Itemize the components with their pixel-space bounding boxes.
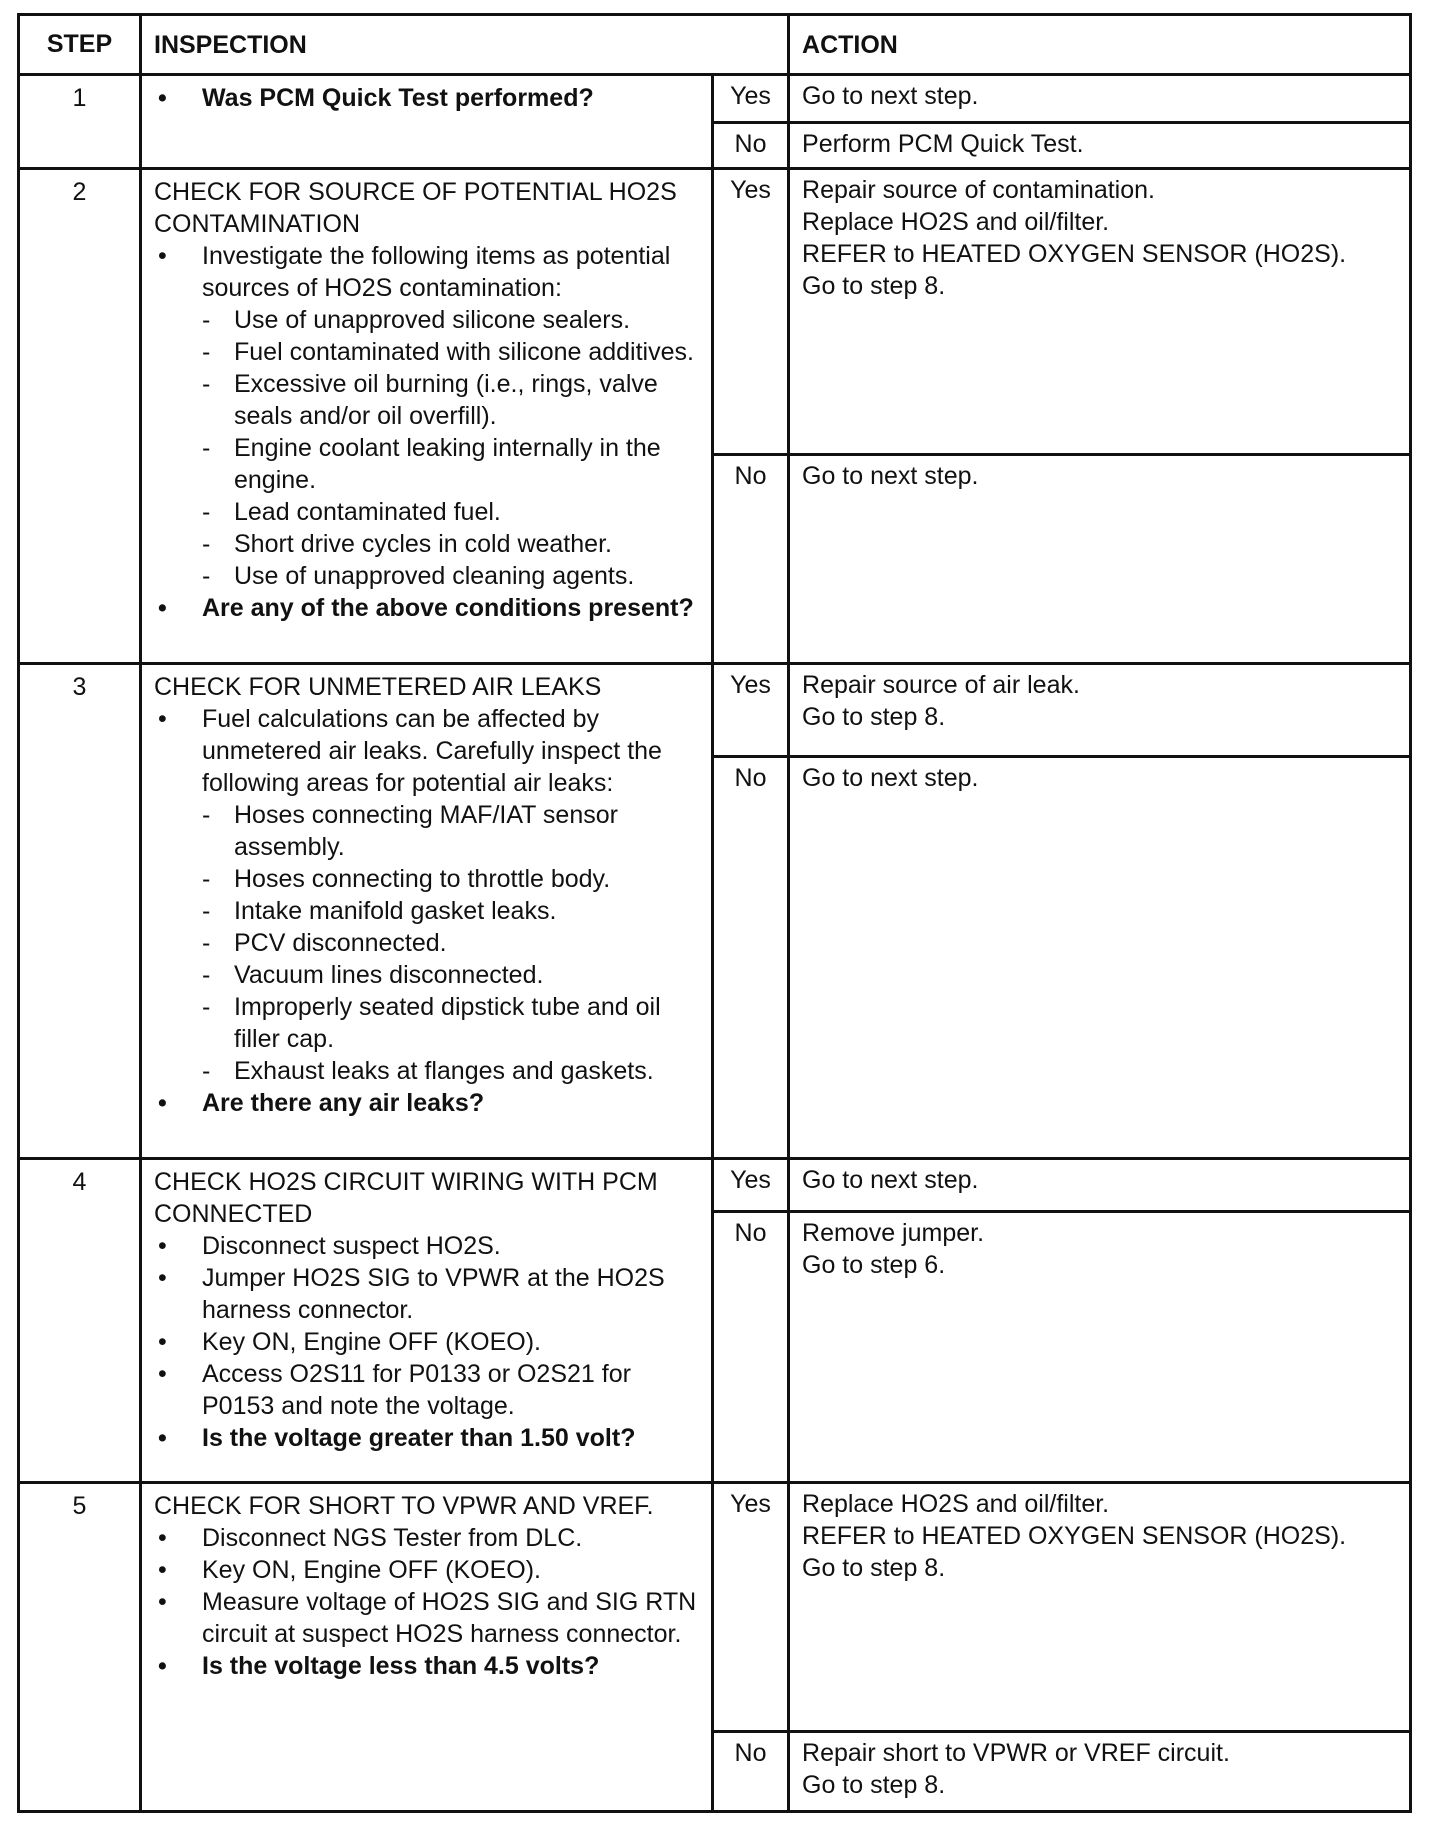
yes-action-text (790, 1484, 1409, 1588)
table-row (19, 169, 1411, 455)
action-line: Go to step 8. (802, 1770, 946, 1799)
no-action-cell (789, 454, 1411, 663)
no-action-cell (789, 756, 1411, 1158)
action-line: Go to step 8. (802, 272, 946, 301)
yes-label: Yes (730, 1489, 771, 1518)
action-header: ACTION (789, 15, 1411, 75)
step-cell (19, 169, 141, 664)
step-cell (19, 75, 141, 169)
no-label: No (734, 1738, 767, 1767)
inspection-cell (141, 663, 713, 1158)
no-action-text (790, 758, 1409, 798)
yes-label: Yes (730, 176, 771, 205)
inspection-bullet: • Is the voltage less than 4.5 volts? (154, 1650, 701, 1682)
yes-label: Yes (730, 82, 771, 110)
yes-cell (713, 663, 789, 756)
inspection-subitem: - Engine coolant leaking internally in the engine. (154, 432, 701, 496)
table-row (19, 1482, 1411, 1731)
inspection-subitem: - Exhaust leaks at flanges and gaskets. (154, 1055, 701, 1087)
inspection-bullet: • Are any of the above conditions present? (154, 592, 701, 624)
inspection-heading: CHECK FOR UNMETERED AIR LEAKS (154, 672, 602, 701)
action-line: Repair source of contamination. (802, 176, 1155, 205)
inspection-subitem: - PCV disconnected. (154, 927, 701, 959)
inspection-bullet: • Investigate the following items as potential sources of HO2S contamination: (154, 240, 701, 304)
yes-action-cell (789, 663, 1411, 756)
inspection-subitem: - Improperly seated dipstick tube and oil filler cap. (154, 991, 701, 1055)
inspection-subitem: - Vacuum lines disconnected. (154, 959, 701, 991)
no-label: No (734, 130, 767, 159)
action-line: Go to step 8. (802, 1553, 946, 1582)
inspection-bullet: • Key ON, Engine OFF (KOEO). (154, 1326, 701, 1358)
action-line: Remove jumper. (802, 1218, 985, 1247)
inspection-cell (141, 1482, 713, 1811)
action-line: Replace HO2S and oil/filter. (802, 1489, 1110, 1518)
yes-label: Yes (730, 1165, 771, 1194)
no-cell (713, 756, 789, 1158)
step-cell (19, 1482, 141, 1811)
step-header: STEP (19, 15, 141, 75)
table-row (19, 1158, 1411, 1211)
no-action-text (790, 1213, 1409, 1285)
no-cell (713, 454, 789, 663)
yes-action-text (790, 665, 1409, 737)
yes-action-cell (789, 1158, 1411, 1211)
action-line: Go to next step. (802, 763, 979, 792)
inspection-subitem: - Lead contaminated fuel. (154, 496, 701, 528)
step-number: 4 (72, 1167, 87, 1196)
no-cell (713, 1211, 789, 1482)
step-number: 5 (72, 1491, 87, 1520)
inspection-bullet: • Fuel calculations can be affected by unmetered air leaks. Carefully inspect the following areas for potential air leaks: (154, 703, 701, 799)
action-line: Go to next step. (802, 1165, 979, 1194)
inspection-bullet: • Disconnect suspect HO2S. (154, 1230, 701, 1262)
inspection-heading: CHECK FOR SOURCE OF POTENTIAL HO2S CONTAMINATION (154, 178, 684, 239)
no-action-cell (789, 1211, 1411, 1482)
no-action-text (790, 1733, 1409, 1805)
inspection-subitem: - Use of unapproved cleaning agents. (154, 560, 701, 592)
diagnostic-table-page (17, 13, 1409, 1813)
step-number: 1 (72, 84, 87, 112)
inspection-bullet: • Access O2S11 for P0133 or O2S21 for P0153 and note the voltage. (154, 1358, 701, 1422)
inspection-subitem: - Use of unapproved silicone sealers. (154, 304, 701, 336)
table-row (19, 663, 1411, 756)
inspection-bullet: • Jumper HO2S SIG to VPWR at the HO2S harness connector. (154, 1262, 701, 1326)
diagnostic-table (17, 13, 1412, 1813)
header-row (19, 15, 1411, 75)
yes-cell (713, 1158, 789, 1211)
action-line: Go to step 6. (802, 1250, 946, 1279)
inspection-subitem: - Hoses connecting MAF/IAT sensor assembly. (154, 799, 701, 863)
inspection-heading: CHECK FOR SHORT TO VPWR AND VREF. (154, 1491, 654, 1520)
step-cell (19, 1158, 141, 1482)
table-body (19, 75, 1411, 1812)
yes-action-text (790, 76, 1409, 116)
inspection-subitem: - Short drive cycles in cold weather. (154, 528, 701, 560)
yes-action-cell (789, 169, 1411, 455)
inspection-header: INSPECTION (141, 15, 789, 75)
no-cell (713, 1731, 789, 1811)
no-action-text (790, 456, 1409, 496)
inspection-bullet: • Measure voltage of HO2S SIG and SIG RTN circuit at suspect HO2S harness connector. (154, 1586, 701, 1650)
inspection-heading: CHECK HO2S CIRCUIT WIRING WITH PCM CONNECTED (154, 1167, 665, 1228)
action-line: Perform PCM Quick Test. (802, 130, 1084, 159)
inspection-subitem: - Intake manifold gasket leaks. (154, 895, 701, 927)
no-action-cell (789, 1731, 1411, 1811)
no-action-text (790, 124, 1409, 164)
no-label: No (734, 1218, 767, 1247)
action-line: Go to step 8. (802, 702, 946, 731)
yes-action-cell (789, 1482, 1411, 1731)
inspection-bullet: • Disconnect NGS Tester from DLC. (154, 1522, 701, 1554)
action-line: Go to next step. (802, 461, 979, 490)
step-number: 3 (72, 672, 87, 701)
action-line: Repair source of air leak. (802, 670, 1080, 699)
yes-label: Yes (730, 670, 771, 699)
yes-action-text (790, 1160, 1409, 1200)
action-line: REFER to HEATED OXYGEN SENSOR (HO2S). (802, 1521, 1347, 1550)
action-line: Repair short to VPWR or VREF circuit. (802, 1738, 1230, 1767)
inspection-cell (141, 1158, 713, 1482)
inspection-subitem: - Hoses connecting to throttle body. (154, 863, 701, 895)
inspection-bullet: • Key ON, Engine OFF (KOEO). (154, 1554, 701, 1586)
inspection-bullet: • Are there any air leaks? (154, 1087, 701, 1119)
action-line: Go to next step. (802, 82, 979, 110)
inspection-cell (141, 75, 713, 169)
action-line: REFER to HEATED OXYGEN SENSOR (HO2S). (802, 240, 1347, 269)
no-cell (713, 123, 789, 169)
yes-cell (713, 75, 789, 123)
yes-cell (713, 1482, 789, 1731)
step-cell (19, 663, 141, 1158)
inspection-subitem: - Excessive oil burning (i.e., rings, valve seals and/or oil overfill). (154, 368, 701, 432)
table-row (19, 75, 1411, 123)
no-label: No (734, 461, 767, 490)
no-action-cell (789, 123, 1411, 169)
inspection-bullet: • Is the voltage greater than 1.50 volt? (154, 1422, 701, 1454)
action-line: Replace HO2S and oil/filter. (802, 208, 1110, 237)
inspection-cell (141, 169, 713, 664)
inspection-bullet: • Was PCM Quick Test performed? (154, 82, 701, 114)
step-number: 2 (72, 178, 87, 207)
yes-action-text (790, 170, 1409, 306)
no-label: No (734, 763, 767, 792)
yes-action-cell (789, 75, 1411, 123)
yes-cell (713, 169, 789, 455)
inspection-subitem: - Fuel contaminated with silicone additives. (154, 336, 701, 368)
